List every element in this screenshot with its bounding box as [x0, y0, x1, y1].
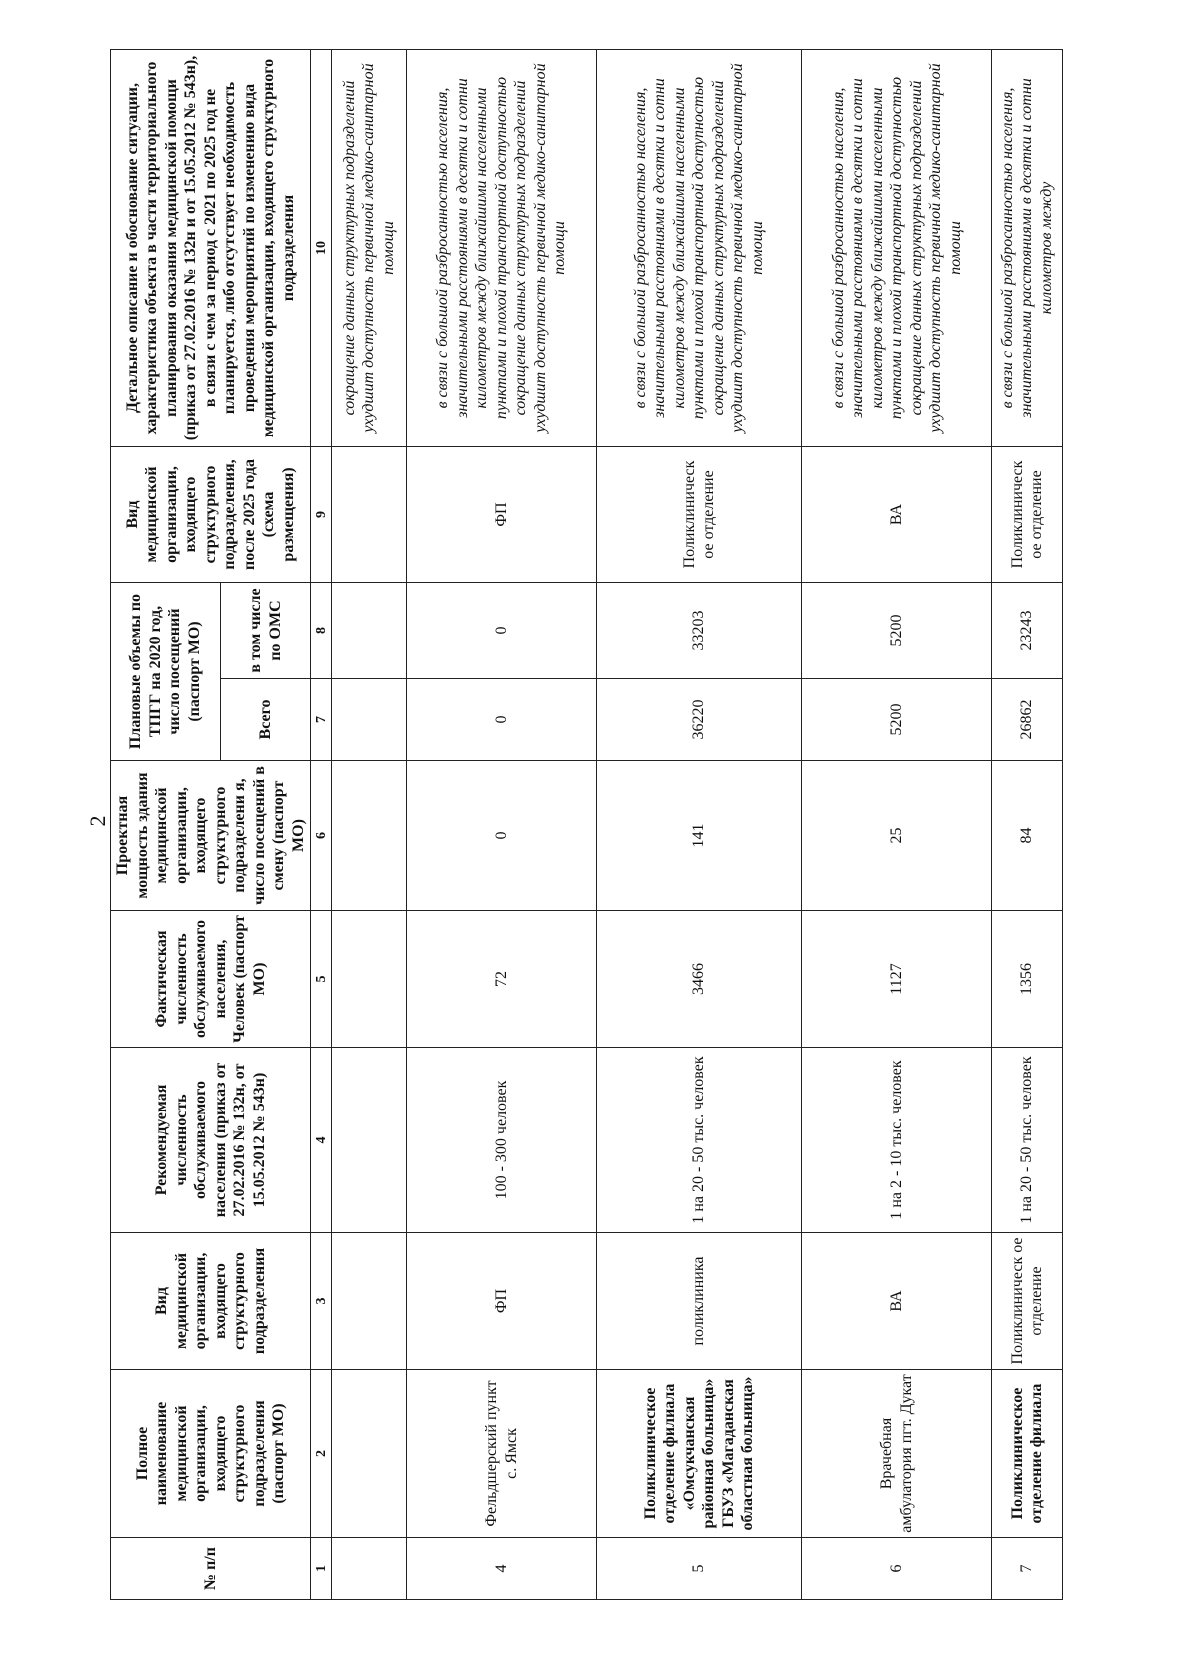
header-type-after-2025: Вид медицинской организации, входящего структурного подразделения, после 2025 года (схема размещения)	[111, 447, 311, 583]
table-row	[992, 50, 1063, 1600]
row-description: сокращение данных структурных подразделений ухудшит доступность первичной медико-санитарной помощи	[332, 50, 407, 447]
row-recommended: 100 - 300 человек	[407, 1048, 597, 1233]
row-number: 4	[407, 1538, 597, 1600]
row-actual: 72	[407, 911, 597, 1048]
column-number: 1	[311, 1538, 332, 1600]
table-row	[596, 50, 801, 1600]
row-recommended: 1 на 20 - 50 тыс. человек	[992, 1048, 1063, 1233]
column-number: 4	[311, 1048, 332, 1233]
row-capacity: 25	[802, 761, 992, 911]
header-full-name: Полное наименование медицинской организации, входящего структурного подразделения (паспорт МО)	[111, 1370, 311, 1538]
row-oms	[332, 583, 407, 679]
column-number: 10	[311, 50, 332, 447]
row-description: в связи с большой разбросанностью населения, значительными расстояниями в десятки и сотни километров между ближайшими населенными пунктами и плохой транспортной доступностью сокращение данных структурных подразделений ухудшит доступность первичной медико-санитарной помощи	[596, 50, 801, 447]
row-capacity	[332, 761, 407, 911]
column-number: 5	[311, 911, 332, 1048]
row-type-after: ВА	[802, 447, 992, 583]
row-oms: 23243	[992, 583, 1063, 679]
column-number: 6	[311, 761, 332, 911]
column-number: 7	[311, 679, 332, 761]
row-actual: 1127	[802, 911, 992, 1048]
row-description: в связи с большой разбросанностью населения, значительными расстояниями в десятки и сотни километров между ближайшими населенными пунктами и плохой транспортной доступностью сокращение данных структурных подразделений ухудшит доступность первичной медико-санитарной помощи	[407, 50, 597, 447]
row-type: поликлиника	[596, 1233, 801, 1370]
row-capacity: 0	[407, 761, 597, 911]
row-description: в связи с большой разбросанностью населения, значительными расстояниями в десятки и сотни километров между ближайшими населенными пунктами и плохой транспортной доступностью сокращение данных структурных подразделений ухудшит доступность первичной медико-санитарной помощи	[802, 50, 992, 447]
column-number: 8	[311, 583, 332, 679]
column-number: 9	[311, 447, 332, 583]
row-oms: 0	[407, 583, 597, 679]
row-total: 36220	[596, 679, 801, 761]
row-oms: 33203	[596, 583, 801, 679]
row-recommended: 1 на 2 - 10 тыс. человек	[802, 1048, 992, 1233]
table-frame	[110, 50, 1055, 1600]
row-capacity: 84	[992, 761, 1063, 911]
header-actual-population: Фактическая численность обслуживаемого населения, Человек (паспорт МО)	[111, 911, 311, 1048]
column-number: 3	[311, 1233, 332, 1370]
row-number: 5	[596, 1538, 801, 1600]
header-number: № п/п	[111, 1538, 311, 1600]
row-number	[332, 1538, 407, 1600]
header-total: Всего	[220, 679, 310, 761]
header-description: Детальное описание и обоснование ситуации, характеристика объекта в части территориального планирования оказания медицинской помощи (приказ от 27.02.2016 № 132н и от 15.05.2012 № 543н), в связи с чем за период с 2021 по 2025 год не планируется, либо отсутствует необходимость проведения мероприятий по изменению вида медицинской организации, входящего структурного подразделения	[111, 50, 311, 447]
table-row	[407, 50, 597, 1600]
row-actual: 1356	[992, 911, 1063, 1048]
header-oms: в том числе по ОМС	[220, 583, 310, 679]
row-total: 5200	[802, 679, 992, 761]
row-actual: 3466	[596, 911, 801, 1048]
report-table	[110, 49, 1063, 1600]
row-type: Поликлиническ ое отделение	[992, 1233, 1063, 1370]
header-planned-volumes: Плановые объемы по ТПГГ на 2020 год, число посещений (паспорт МО)	[111, 583, 221, 761]
row-name: Врачебная амбулатория пгт. Дукат	[802, 1370, 992, 1538]
row-type-after: Поликлиническ ое отделение	[596, 447, 801, 583]
row-total: 26862	[992, 679, 1063, 761]
table-row	[802, 50, 992, 1600]
row-number: 6	[802, 1538, 992, 1600]
row-type: ВА	[802, 1233, 992, 1370]
row-total: 0	[407, 679, 597, 761]
table-row	[332, 50, 407, 1600]
header-recommended-population: Рекомендуемая численность обслуживаемого населения (приказ от 27.02.2016 № 132н, от 15.05.2012 № 543н)	[111, 1048, 311, 1233]
page-number: 2	[85, 815, 110, 827]
header-organization-type: Вид медицинской организации, входящего структурного подразделения	[111, 1233, 311, 1370]
row-name: Фельдшерский пункт с. Ямск	[407, 1370, 597, 1538]
row-type	[332, 1233, 407, 1370]
row-type-after	[332, 447, 407, 583]
header-design-capacity: Проектная мощность здания медицинской организации, входящего структурного подразделени я, число посещений в смену (паспорт МО)	[111, 761, 311, 911]
row-number: 7	[992, 1538, 1063, 1600]
row-type-after: ФП	[407, 447, 597, 583]
row-name: Поликлиническое отделение филиала «Омсукчанская районная больница» ГБУЗ «Магаданская областная больница»	[596, 1370, 801, 1538]
row-capacity: 141	[596, 761, 801, 911]
row-name	[332, 1370, 407, 1538]
row-description: в связи с большой разбросанностью населения, значительными расстояниями в десятки и сотни километров между	[992, 50, 1063, 447]
row-type: ФП	[407, 1233, 597, 1370]
row-recommended: 1 на 20 - 50 тыс. человек	[596, 1048, 801, 1233]
row-actual	[332, 911, 407, 1048]
row-total	[332, 679, 407, 761]
column-number: 2	[311, 1370, 332, 1538]
column-number-row	[311, 50, 332, 1600]
row-recommended	[332, 1048, 407, 1233]
row-oms: 5200	[802, 583, 992, 679]
row-name: Поликлиническое отделение филиала	[992, 1370, 1063, 1538]
row-type-after: Поликлиническ ое отделение	[992, 447, 1063, 583]
header-row	[111, 50, 221, 1600]
